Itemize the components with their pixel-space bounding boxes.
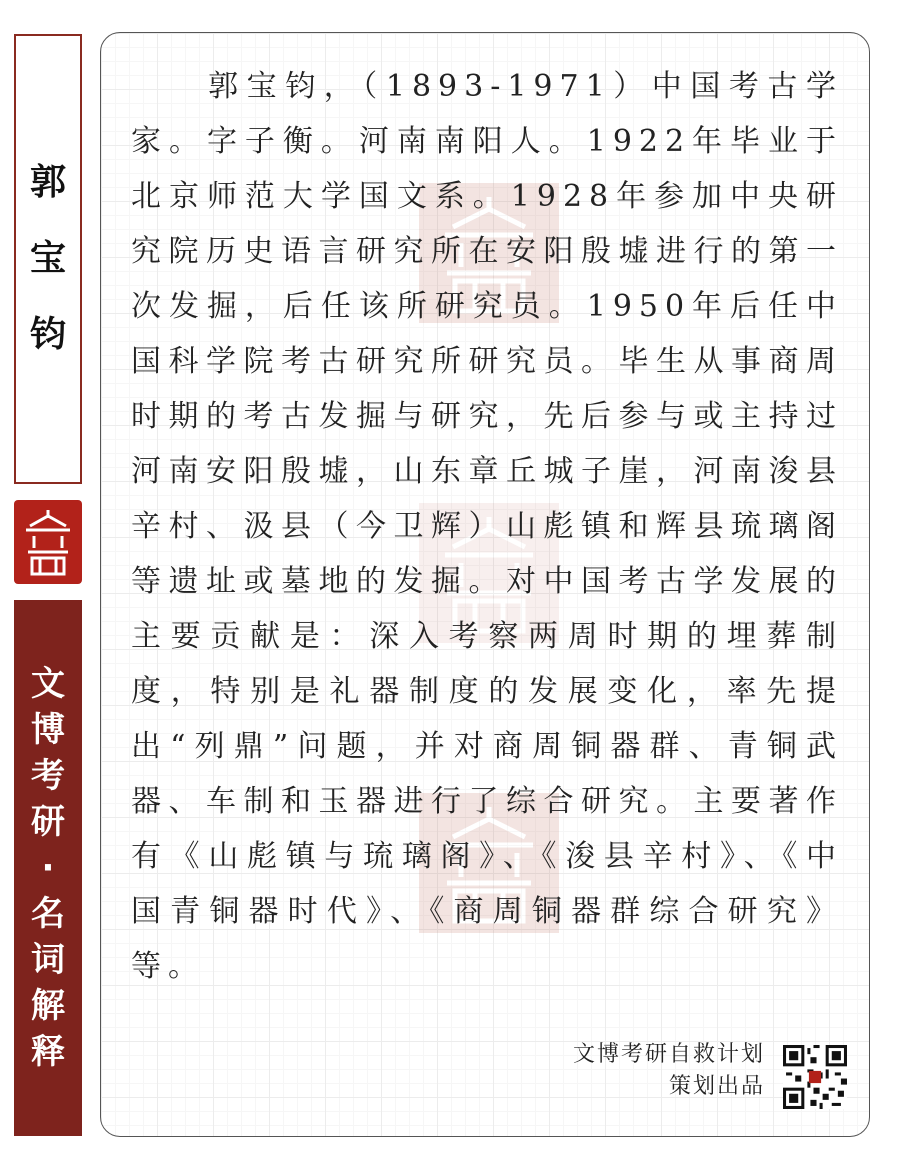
series-char: 考	[31, 756, 65, 796]
term-char: 郭	[29, 162, 66, 203]
series-char: ·	[41, 848, 55, 888]
entry-paper	[100, 32, 870, 1137]
series-char: 名	[31, 894, 65, 934]
series-char: 研	[31, 802, 65, 842]
series-char: 解	[31, 986, 65, 1026]
credit-line: 文博考研自救计划	[572, 1042, 765, 1067]
series-char: 博	[31, 710, 65, 750]
series-title	[14, 600, 82, 1136]
series-char: 释	[31, 1032, 65, 1072]
credit	[573, 1039, 765, 1103]
series-char: 词	[31, 940, 65, 980]
seal-logo-icon	[14, 500, 82, 584]
term-char: 宝	[29, 238, 66, 279]
qr-code-icon[interactable]	[783, 1045, 847, 1109]
term-char: 钧	[29, 314, 66, 355]
term-title	[14, 34, 82, 484]
entry-text: 郭宝钧，（1893-1971）中国考古学家。字子衡。河南南阳人。1922年毕业于北京师范大学国文系。1928年参加中央研究院历史语言研究所在安阳殷墟进行的第一次发掘，后任该所研究员。1950年后任中国科学院考古研究所研究员。毕生从事商周时期的考古发掘与研究，先后参与或主持过河南安阳殷墟，山东章丘城子崖，河南浚县辛村、汲县（今卫辉）山彪镇和辉县琉璃阁等遗址或墓地的发掘。对中国考古学发展的主要贡献是：深入考察两周时期的埋葬制度，特别是礼器制度的发展变化，率先提出“列鼎”问题，并对商周铜器群、青铜武器、车制和玉器进行了综合研究。主要著作有《山彪镇与琉璃阁》、《浚县辛村》、《中国青铜器时代》、《商周铜器群综合研究》等。	[131, 69, 843, 984]
series-char: 文	[31, 664, 65, 704]
credit-line: 策划出品	[668, 1074, 765, 1099]
